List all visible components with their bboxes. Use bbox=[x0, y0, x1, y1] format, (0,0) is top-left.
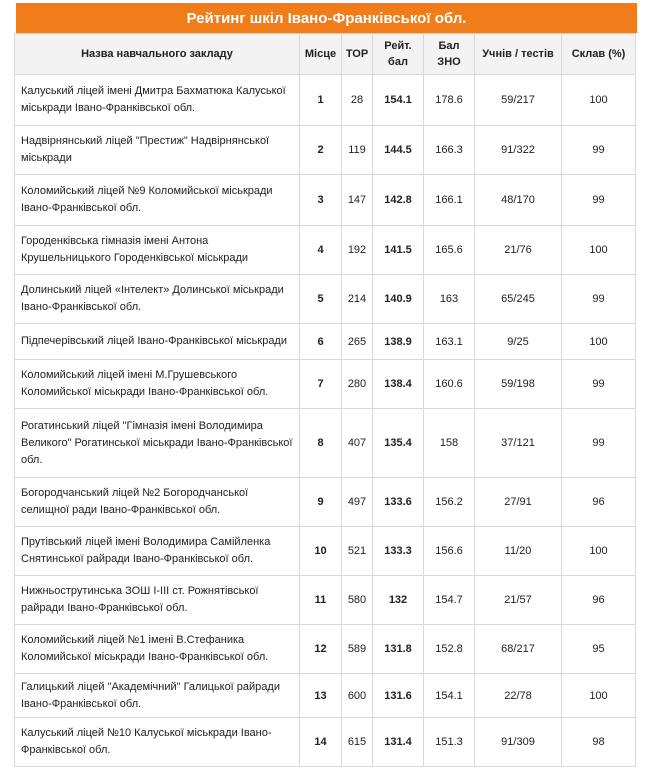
composition-cell: 99 bbox=[562, 275, 636, 324]
composition-cell: 100 bbox=[562, 75, 636, 126]
school-name: Богородчанський ліцей №2 Богородчанської селищної ради Івано-Франківської обл. bbox=[15, 478, 300, 527]
students-cell: 21/76 bbox=[475, 226, 562, 275]
students-cell: 68/217 bbox=[475, 625, 562, 674]
school-name: Калуський ліцей імені Дмитра Бахматюка Калуської міськради Івано-Франківської обл. bbox=[15, 75, 300, 126]
header-composition: Склав (%) bbox=[562, 34, 636, 75]
table-row bbox=[15, 527, 636, 576]
table-row bbox=[15, 126, 636, 175]
rating-cell: 154.1 bbox=[373, 75, 424, 126]
rating-cell: 131.6 bbox=[373, 674, 424, 718]
top-cell: 28 bbox=[342, 75, 373, 126]
top-cell: 214 bbox=[342, 275, 373, 324]
zno-cell: 165.6 bbox=[424, 226, 475, 275]
students-cell: 37/121 bbox=[475, 409, 562, 478]
rating-cell: 140.9 bbox=[373, 275, 424, 324]
top-cell: 580 bbox=[342, 576, 373, 625]
rating-cell: 133.3 bbox=[373, 527, 424, 576]
composition-cell: 99 bbox=[562, 409, 636, 478]
rating-cell: 132 bbox=[373, 576, 424, 625]
composition-cell: 96 bbox=[562, 478, 636, 527]
rating-cell: 141.5 bbox=[373, 226, 424, 275]
table-row bbox=[15, 718, 636, 767]
school-name: Калуський ліцей №10 Калуської міськради Івано-Франківської обл. bbox=[15, 718, 300, 767]
header-students: Учнів / тестів bbox=[475, 34, 562, 75]
zno-cell: 166.1 bbox=[424, 175, 475, 226]
students-cell: 22/78 bbox=[475, 674, 562, 718]
place-cell: 6 bbox=[300, 324, 342, 360]
table-row bbox=[15, 75, 636, 126]
top-cell: 521 bbox=[342, 527, 373, 576]
place-cell: 2 bbox=[300, 126, 342, 175]
ranking-table bbox=[14, 33, 636, 767]
composition-cell: 100 bbox=[562, 324, 636, 360]
header-name: Назва навчального закладу bbox=[15, 34, 300, 75]
place-cell: 10 bbox=[300, 527, 342, 576]
table-row bbox=[15, 576, 636, 625]
top-cell: 147 bbox=[342, 175, 373, 226]
students-cell: 91/309 bbox=[475, 718, 562, 767]
header-top: ТОР bbox=[342, 34, 373, 75]
school-name: Надвірнянський ліцей "Престиж" Надвірнянської міськради bbox=[15, 126, 300, 175]
top-cell: 119 bbox=[342, 126, 373, 175]
top-cell: 280 bbox=[342, 360, 373, 409]
top-cell: 265 bbox=[342, 324, 373, 360]
zno-cell: 156.2 bbox=[424, 478, 475, 527]
rating-cell: 138.9 bbox=[373, 324, 424, 360]
place-cell: 5 bbox=[300, 275, 342, 324]
students-cell: 59/198 bbox=[475, 360, 562, 409]
header-zno: Бал ЗНО bbox=[424, 34, 475, 75]
rating-cell: 131.4 bbox=[373, 718, 424, 767]
school-name: Галицький ліцей "Академічний" Галицької райради Івано-Франківської обл. bbox=[15, 674, 300, 718]
table-row bbox=[15, 360, 636, 409]
students-cell: 21/57 bbox=[475, 576, 562, 625]
header-row bbox=[15, 34, 636, 75]
composition-cell: 100 bbox=[562, 674, 636, 718]
students-cell: 48/170 bbox=[475, 175, 562, 226]
school-name: Коломийський ліцей імені М.Грушевського Коломийської міськради Івано-Франківської обл. bbox=[15, 360, 300, 409]
header-place: Місце bbox=[300, 34, 342, 75]
top-cell: 589 bbox=[342, 625, 373, 674]
table-row bbox=[15, 409, 636, 478]
table-row bbox=[15, 478, 636, 527]
table-row bbox=[15, 275, 636, 324]
zno-cell: 178.6 bbox=[424, 75, 475, 126]
composition-cell: 99 bbox=[562, 126, 636, 175]
table-row bbox=[15, 175, 636, 226]
school-name: Долинський ліцей «Інтелект» Долинської міськради Івано-Франківської обл. bbox=[15, 275, 300, 324]
rating-cell: 144.5 bbox=[373, 126, 424, 175]
place-cell: 14 bbox=[300, 718, 342, 767]
table-row bbox=[15, 625, 636, 674]
composition-cell: 100 bbox=[562, 226, 636, 275]
composition-cell: 100 bbox=[562, 527, 636, 576]
school-name: Рогатинський ліцей "Гімназія імені Володимира Великого" Рогатинської міськради Івано-Франківської обл. bbox=[15, 409, 300, 478]
rating-cell: 135.4 bbox=[373, 409, 424, 478]
students-cell: 65/245 bbox=[475, 275, 562, 324]
composition-cell: 99 bbox=[562, 360, 636, 409]
rating-cell: 133.6 bbox=[373, 478, 424, 527]
school-name: Нижньострутинська ЗОШ І-ІІІ ст. Рожнятівської райради Івано-Франківської обл. bbox=[15, 576, 300, 625]
header-rating: Рейт. бал bbox=[373, 34, 424, 75]
zno-cell: 158 bbox=[424, 409, 475, 478]
top-cell: 497 bbox=[342, 478, 373, 527]
place-cell: 12 bbox=[300, 625, 342, 674]
table-row bbox=[15, 674, 636, 718]
table-body bbox=[15, 75, 636, 767]
place-cell: 11 bbox=[300, 576, 342, 625]
table-title: Рейтинг шкіл Івано-Франківської обл. bbox=[16, 3, 637, 33]
zno-cell: 160.6 bbox=[424, 360, 475, 409]
students-cell: 59/217 bbox=[475, 75, 562, 126]
place-cell: 8 bbox=[300, 409, 342, 478]
zno-cell: 154.1 bbox=[424, 674, 475, 718]
zno-cell: 163 bbox=[424, 275, 475, 324]
top-cell: 192 bbox=[342, 226, 373, 275]
top-cell: 615 bbox=[342, 718, 373, 767]
zno-cell: 152.8 bbox=[424, 625, 475, 674]
rating-cell: 131.8 bbox=[373, 625, 424, 674]
school-name: Прутівський ліцей імені Володимира Самійленка Снятинської райради Івано-Франківської обл. bbox=[15, 527, 300, 576]
zno-cell: 163.1 bbox=[424, 324, 475, 360]
composition-cell: 98 bbox=[562, 718, 636, 767]
rating-cell: 142.8 bbox=[373, 175, 424, 226]
composition-cell: 99 bbox=[562, 175, 636, 226]
zno-cell: 154.7 bbox=[424, 576, 475, 625]
students-cell: 27/91 bbox=[475, 478, 562, 527]
zno-cell: 151.3 bbox=[424, 718, 475, 767]
school-name: Городенківська гімназія імені Антона Крушельницького Городенківської міськради bbox=[15, 226, 300, 275]
place-cell: 7 bbox=[300, 360, 342, 409]
place-cell: 13 bbox=[300, 674, 342, 718]
place-cell: 3 bbox=[300, 175, 342, 226]
school-name: Коломийський ліцей №9 Коломийської міськради Івано-Франківської обл. bbox=[15, 175, 300, 226]
top-cell: 600 bbox=[342, 674, 373, 718]
zno-cell: 156.6 bbox=[424, 527, 475, 576]
school-name: Коломийський ліцей №1 імені В.Стефаника Коломийської міськради Івано-Франківської обл. bbox=[15, 625, 300, 674]
students-cell: 9/25 bbox=[475, 324, 562, 360]
zno-cell: 166.3 bbox=[424, 126, 475, 175]
place-cell: 1 bbox=[300, 75, 342, 126]
rating-cell: 138.4 bbox=[373, 360, 424, 409]
composition-cell: 95 bbox=[562, 625, 636, 674]
place-cell: 4 bbox=[300, 226, 342, 275]
top-cell: 407 bbox=[342, 409, 373, 478]
students-cell: 11/20 bbox=[475, 527, 562, 576]
students-cell: 91/322 bbox=[475, 126, 562, 175]
ranking-widget bbox=[0, 3, 651, 756]
table-row bbox=[15, 324, 636, 360]
table-row bbox=[15, 226, 636, 275]
school-name: Підпечерівський ліцей Івано-Франківської міськради bbox=[15, 324, 300, 360]
composition-cell: 96 bbox=[562, 576, 636, 625]
place-cell: 9 bbox=[300, 478, 342, 527]
